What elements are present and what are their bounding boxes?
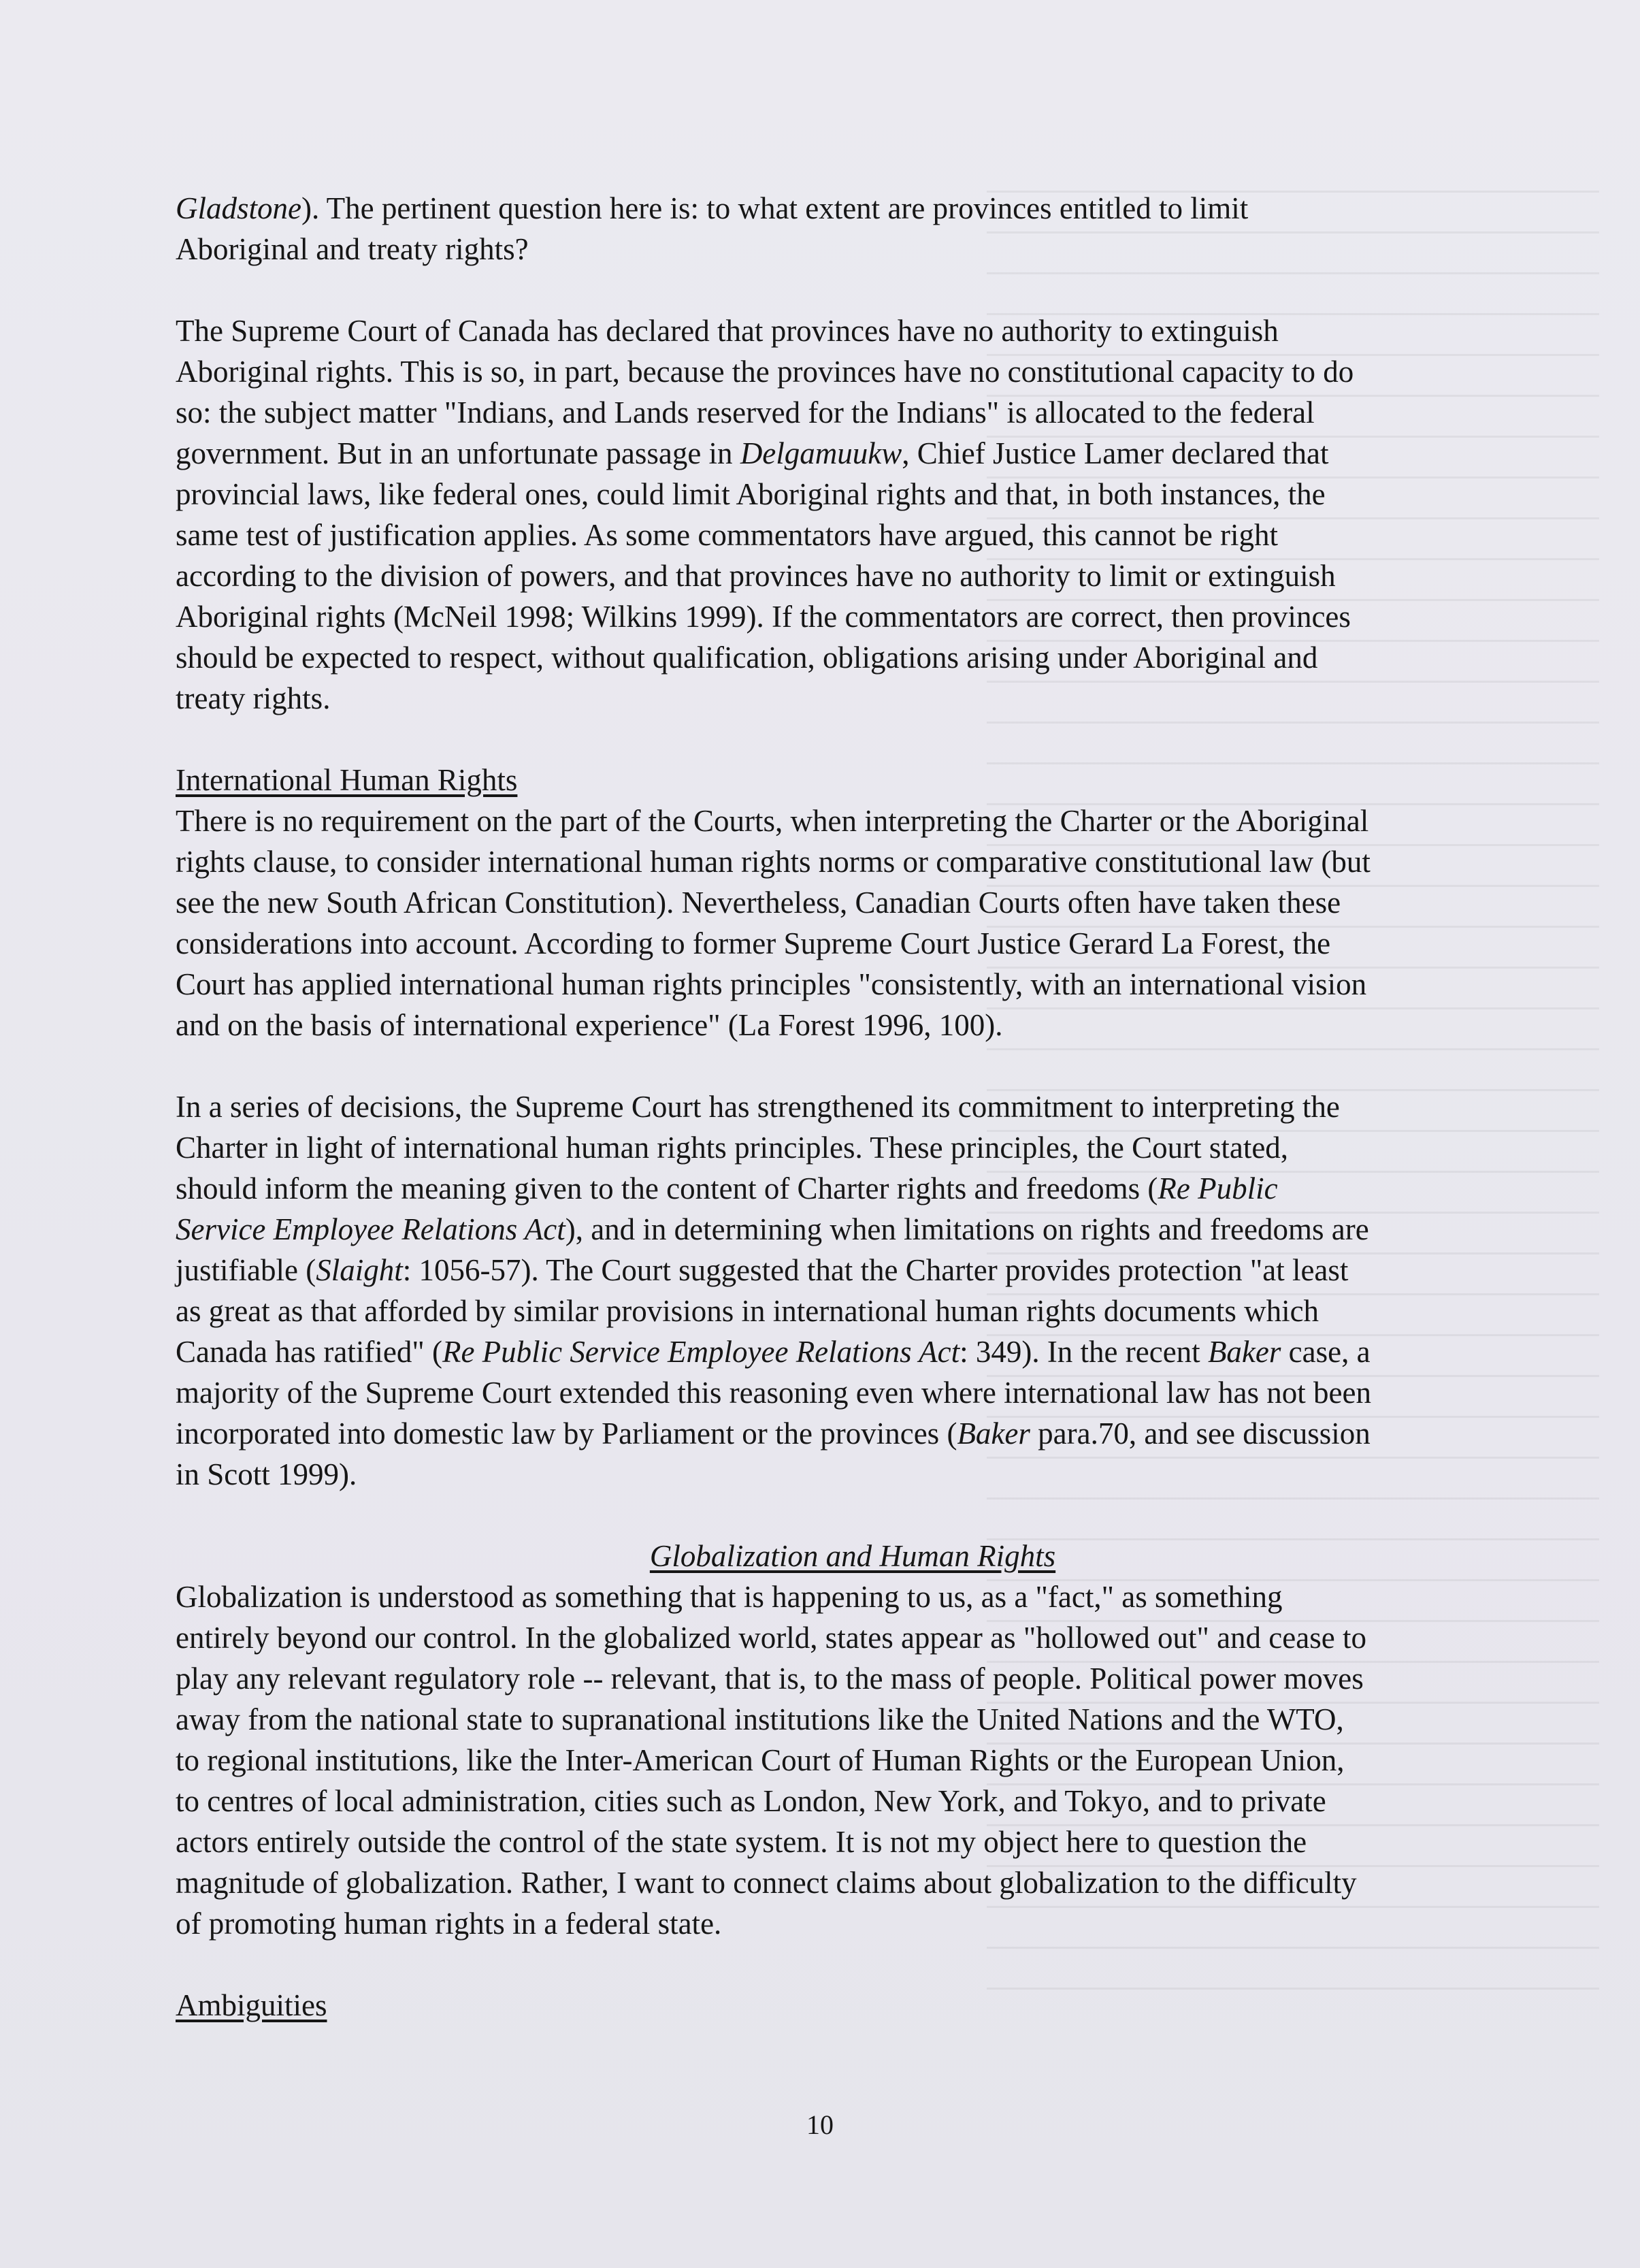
heading-international-human-rights: International Human Rights [176, 763, 518, 797]
paragraph-supreme-court-decisions: In a series of decisions, the Supreme Court has strengthened its commitment to interpreting the Charter in light of international human rights principles. These principles, the Court stated, should inform the meaning given to the content of Charter rights and freedoms (Re Public Service Employee Relations Act), and in determining when limitations on rights and freedoms are justifiable (Slaight: 1056-57). The Court suggested that the Charter provides protection "at least as great as that afforded by similar provisions in international human rights documents which Canada has ratified" (Re Public Service Employee Relations Act: 349). In the recent Baker case, a majority of the Supreme Court extended this reasoning even where international law has not been incorporated into domestic law by Parliament or the provinces (Baker para.70, and see discussion in Scott 1999). [176, 1090, 1371, 1491]
paragraph-provinces: The Supreme Court of Canada has declared that provinces have no authority to extinguish Aboriginal rights. This is so, in part, because the provinces have no constitutional capacity to do so: the subject matter "Indians, and Lands reserved for the Indians" is allocated to the federal government. But in an unfortunate passage in Delgamuukw, Chief Justice Lamer declared that provincial laws, like federal ones, could limit Aboriginal rights and that, in both instances, the same test of justification applies. As some commentators have argued, this cannot be right according to the division of powers, and that provinces have no authority to limit or extinguish Aboriginal rights (McNeil 1998; Wilkins 1999). If the commentators are correct, then provinces should be expected to respect, without qualification, obligations arising under Aboriginal and treaty rights. [176, 314, 1354, 715]
paragraph-globalization: Globalization is understood as something that is happening to us, as a "fact," as something entirely beyond our control. In the globalized world, states appear as "hollowed out" and cease to play any relevant regulatory role -- relevant, that is, to the mass of people. Political power moves away from the national state to supranational institutions like the United Nations and the WTO, to regional institutions, like the Inter-American Court of Human Rights or the European Union, to centres of local administration, cities such as London, New York, and Tokyo, and to private actors entirely outside the control of the state system. It is not my object here to question the magnitude of globalization. Rather, I want to connect claims about globalization to the difficulty of promoting human rights in a federal state. [176, 1580, 1366, 1941]
heading-globalization: Globalization and Human Rights [649, 1539, 1056, 1573]
body-text [176, 188, 1530, 2026]
heading-ambiguities: Ambiguities [176, 1988, 327, 2022]
paragraph-gladstone: Gladstone). The pertinent question here is: to what extent are provinces entitled to limit Aboriginal and treaty rights? [176, 191, 1249, 266]
paragraph-international-norms: There is no requirement on the part of the Courts, when interpreting the Charter or the Aboriginal rights clause, to consider international human rights norms or comparative constitutional law (but see the new South African Constitution). Nevertheless, Canadian Courts often have taken these considerations into account. According to former Supreme Court Justice Gerard La Forest, the Court has applied international human rights principles "consistently, with an international vision and on the basis of international experience" (La Forest 1996, 100). [176, 804, 1371, 1042]
page-number: 10 [806, 2109, 834, 2140]
